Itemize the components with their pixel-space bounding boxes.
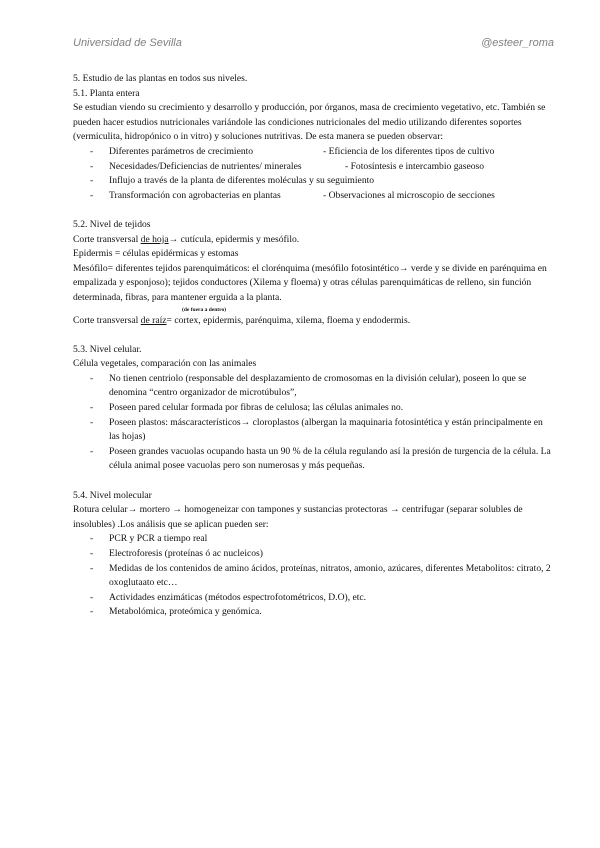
list-item: - Actividades enzimáticas (métodos espectrofotométricos, D.O), etc. <box>73 591 553 606</box>
list-item: - Electroforesis (proteínas ó ac nucleicos) <box>73 547 553 562</box>
list-item: - Poseen pared celular formada por fibras de celulosa; las células animales no. <box>73 401 553 416</box>
list-item: - Necesidades/Deficiencias de nutrientes/ minerales - Fotosíntesis e intercambio gaseoso <box>73 160 553 175</box>
list-item: - Influjo a través de la planta de diferentes moléculas y su seguimiento <box>73 174 553 189</box>
list-item: - Diferentes parámetros de crecimiento - Eficiencia de los diferentes tipos de cultivo <box>73 145 553 160</box>
list-item: - Transformación con agrobacterias en plantas - Observaciones al microscopio de secciones <box>73 189 553 204</box>
section-5-3-list <box>73 372 553 474</box>
section-5-1-list <box>73 145 553 203</box>
section-5-2-title: 5.2. Nivel de tejidos <box>73 218 151 230</box>
section-5-3-intro: Célula vegetales, comparación con las animales <box>73 358 257 370</box>
note-outside-in: (de fuera a dentro) <box>182 306 227 313</box>
document-body <box>73 72 553 620</box>
section-5-1-paragraph: Se estudian viendo su crecimiento y desarrollo y producción, por órganos, masa de crecimiento vegetativo, etc. También se pueden hacer estudios nutricionales variándole las condiciones nutricionales del medio utilizando diferentes soportes (vermiculita, hidropónico o in vitro) y soluciones nutritivas. De esta manera se pueden observar: <box>73 102 546 143</box>
section-5-4-intro: Rotura celular→ mortero → homogeneizar con tampones y sustancias protectoras → centrifugar (separar solubles de insolubles) .Los análisis que se aplican pueden ser: <box>73 504 523 530</box>
epidermis-line: Epidermis = células epidérmicas y estomas <box>73 248 239 260</box>
list-item: - No tienen centriolo (responsable del desplazamiento de cromosomas en la división celular), poseen lo que se denomina “centro organizador de microtúbulos”, <box>73 372 553 401</box>
section-5-4-list <box>73 532 553 620</box>
section-5-4-title: 5.4. Nivel molecular <box>73 489 152 501</box>
header-author: @esteer_roma <box>481 37 554 49</box>
list-item: - Poseen grandes vacuolas ocupando hasta un 90 % de la célula regulando así la presión de turgencia de la célula. La célula animal posee vacuolas pero son numerosas y más pequeñas. <box>73 445 553 474</box>
list-item: - PCR y PCR a tiempo real <box>73 532 553 547</box>
root-section-line: Corte transversal de raíz= cortex, epidermis, parénquima, xilema, floema y endodermis. <box>73 314 411 326</box>
leaf-section-line: Corte transversal de hoja→ cutícula, epidermis y mesófilo. <box>73 233 300 245</box>
list-item: - Metabolómica, proteómica y genómica. <box>73 605 553 620</box>
section-5-1-title: 5.1. Planta entera <box>73 87 140 99</box>
chapter-title: 5. Estudio de las plantas en todos sus niveles. <box>73 73 248 84</box>
section-5-3-title: 5.3. Nivel celular. <box>73 343 142 355</box>
mesofilo-paragraph: Mesófilo= diferentes tejidos parenquimáticos: el clorénquima (mesófilo fotosintético→ verde y se divide en parénquima en empalizada y esponjoso); tejidos conductores (Xilema y floema) y otras células parenquimáticas de relleno, sin función determinada, fibras, para mantener erguida a la planta. <box>73 262 547 303</box>
header-university: Universidad de Sevilla <box>73 37 182 49</box>
list-item: - Poseen plastos: máscaracterísticos→ cloroplastos (albergan la maquinaria fotosintética y están principalmente en las hojas) <box>73 416 553 445</box>
list-item: - Medidas de los contenidos de amino ácidos, proteínas, nitratos, amonio, azúcares, diferentes Metabolitos: citrato, 2 oxoglutaato etc… <box>73 562 553 591</box>
